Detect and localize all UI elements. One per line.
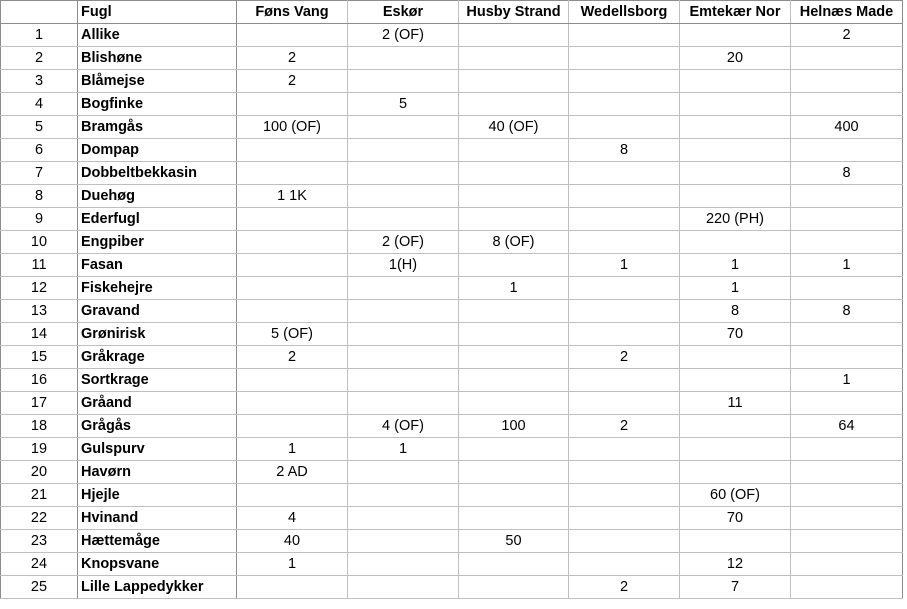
- cell-emtekaer-nor[interactable]: [680, 530, 791, 553]
- bird-name[interactable]: Blishøne: [78, 47, 237, 70]
- header-helnaes-made[interactable]: Helnæs Made: [791, 1, 903, 24]
- cell-wedellsborg[interactable]: 1: [569, 254, 680, 277]
- table-header: [1, 1, 903, 24]
- cell-wedellsborg[interactable]: [569, 461, 680, 484]
- cell-helnaes-made[interactable]: [791, 47, 903, 70]
- bird-name[interactable]: Gravand: [78, 300, 237, 323]
- bird-name[interactable]: Fiskehejre: [78, 277, 237, 300]
- cell-eskor[interactable]: [348, 346, 459, 369]
- cell-eskor[interactable]: 1(H): [348, 254, 459, 277]
- cell-emtekaer-nor[interactable]: 70: [680, 507, 791, 530]
- cell-helnaes-made[interactable]: 1: [791, 369, 903, 392]
- bird-name[interactable]: Havørn: [78, 461, 237, 484]
- cell-helnaes-made[interactable]: [791, 553, 903, 576]
- cell-husby-strand[interactable]: [459, 300, 569, 323]
- cell-fons-vang[interactable]: 2 AD: [237, 461, 348, 484]
- table-row: [1, 254, 903, 277]
- row-number[interactable]: 11: [1, 254, 78, 277]
- cell-emtekaer-nor[interactable]: 7: [680, 576, 791, 599]
- cell-husby-strand[interactable]: [459, 369, 569, 392]
- cell-helnaes-made[interactable]: [791, 208, 903, 231]
- cell-fons-vang[interactable]: 2: [237, 70, 348, 93]
- cell-fons-vang[interactable]: [237, 208, 348, 231]
- cell-emtekaer-nor[interactable]: [680, 346, 791, 369]
- cell-helnaes-made[interactable]: [791, 438, 903, 461]
- cell-wedellsborg[interactable]: [569, 300, 680, 323]
- table-row: [1, 185, 903, 208]
- row-number[interactable]: 16: [1, 369, 78, 392]
- cell-wedellsborg[interactable]: [569, 185, 680, 208]
- cell-wedellsborg[interactable]: 2: [569, 415, 680, 438]
- table-row: [1, 93, 903, 116]
- cell-wedellsborg[interactable]: 8: [569, 139, 680, 162]
- cell-fons-vang[interactable]: [237, 139, 348, 162]
- cell-fons-vang[interactable]: 1 1K: [237, 185, 348, 208]
- bird-name[interactable]: Engpiber: [78, 231, 237, 254]
- row-number[interactable]: 13: [1, 300, 78, 323]
- row-number[interactable]: 2: [1, 47, 78, 70]
- bird-name[interactable]: Gulspurv: [78, 438, 237, 461]
- cell-fons-vang[interactable]: [237, 300, 348, 323]
- row-number[interactable]: 22: [1, 507, 78, 530]
- cell-helnaes-made[interactable]: 400: [791, 116, 903, 139]
- row-number[interactable]: 10: [1, 231, 78, 254]
- cell-fons-vang[interactable]: [237, 162, 348, 185]
- cell-eskor[interactable]: [348, 484, 459, 507]
- bird-name[interactable]: Ederfugl: [78, 208, 237, 231]
- cell-wedellsborg[interactable]: [569, 231, 680, 254]
- cell-eskor[interactable]: [348, 139, 459, 162]
- cell-fons-vang[interactable]: [237, 484, 348, 507]
- cell-wedellsborg[interactable]: [569, 438, 680, 461]
- cell-emtekaer-nor[interactable]: [680, 231, 791, 254]
- cell-fons-vang[interactable]: 2: [237, 47, 348, 70]
- cell-eskor[interactable]: [348, 300, 459, 323]
- bird-name[interactable]: Hjejle: [78, 484, 237, 507]
- row-number[interactable]: 5: [1, 116, 78, 139]
- table-row: [1, 116, 903, 139]
- cell-emtekaer-nor[interactable]: [680, 139, 791, 162]
- cell-helnaes-made[interactable]: [791, 530, 903, 553]
- cell-husby-strand[interactable]: [459, 392, 569, 415]
- table-body: [1, 24, 903, 599]
- row-number[interactable]: 8: [1, 185, 78, 208]
- cell-fons-vang[interactable]: 5 (OF): [237, 323, 348, 346]
- cell-wedellsborg[interactable]: [569, 24, 680, 47]
- bird-name[interactable]: Dobbeltbekkasin: [78, 162, 237, 185]
- header-blank[interactable]: [1, 1, 78, 24]
- row-number[interactable]: 21: [1, 484, 78, 507]
- table-row: [1, 231, 903, 254]
- table-row: [1, 576, 903, 599]
- cell-fons-vang[interactable]: [237, 231, 348, 254]
- table-row: [1, 415, 903, 438]
- row-number[interactable]: 23: [1, 530, 78, 553]
- cell-husby-strand[interactable]: [459, 507, 569, 530]
- cell-eskor[interactable]: [348, 461, 459, 484]
- cell-eskor[interactable]: [348, 208, 459, 231]
- cell-fons-vang[interactable]: [237, 93, 348, 116]
- row-number[interactable]: 4: [1, 93, 78, 116]
- cell-helnaes-made[interactable]: [791, 185, 903, 208]
- bird-name[interactable]: Sortkrage: [78, 369, 237, 392]
- cell-eskor[interactable]: 1: [348, 438, 459, 461]
- cell-husby-strand[interactable]: [459, 162, 569, 185]
- table-row: [1, 530, 903, 553]
- cell-eskor[interactable]: 2 (OF): [348, 231, 459, 254]
- cell-fons-vang[interactable]: [237, 24, 348, 47]
- cell-fons-vang[interactable]: 40: [237, 530, 348, 553]
- cell-helnaes-made[interactable]: 8: [791, 162, 903, 185]
- cell-wedellsborg[interactable]: [569, 162, 680, 185]
- bird-name[interactable]: Dompap: [78, 139, 237, 162]
- row-number[interactable]: 1: [1, 24, 78, 47]
- cell-eskor[interactable]: [348, 507, 459, 530]
- cell-fons-vang[interactable]: 2: [237, 346, 348, 369]
- header-fons-vang[interactable]: Føns Vang: [237, 1, 348, 24]
- cell-emtekaer-nor[interactable]: 11: [680, 392, 791, 415]
- cell-emtekaer-nor[interactable]: 1: [680, 254, 791, 277]
- table-row: [1, 162, 903, 185]
- cell-fons-vang[interactable]: 4: [237, 507, 348, 530]
- row-number[interactable]: 12: [1, 277, 78, 300]
- cell-husby-strand[interactable]: 100: [459, 415, 569, 438]
- cell-husby-strand[interactable]: [459, 553, 569, 576]
- cell-helnaes-made[interactable]: [791, 484, 903, 507]
- cell-emtekaer-nor[interactable]: [680, 415, 791, 438]
- cell-fons-vang[interactable]: 1: [237, 553, 348, 576]
- cell-helnaes-made[interactable]: 2: [791, 24, 903, 47]
- cell-eskor[interactable]: [348, 530, 459, 553]
- table-row: [1, 392, 903, 415]
- cell-husby-strand[interactable]: [459, 461, 569, 484]
- row-number[interactable]: 6: [1, 139, 78, 162]
- cell-helnaes-made[interactable]: [791, 461, 903, 484]
- bird-name[interactable]: Duehøg: [78, 185, 237, 208]
- row-number[interactable]: 14: [1, 323, 78, 346]
- cell-eskor[interactable]: [348, 185, 459, 208]
- table-row: [1, 484, 903, 507]
- row-number[interactable]: 18: [1, 415, 78, 438]
- table-row: [1, 507, 903, 530]
- cell-husby-strand[interactable]: [459, 208, 569, 231]
- cell-husby-strand[interactable]: 8 (OF): [459, 231, 569, 254]
- row-number[interactable]: 24: [1, 553, 78, 576]
- cell-helnaes-made[interactable]: [791, 231, 903, 254]
- cell-emtekaer-nor[interactable]: 20: [680, 47, 791, 70]
- table-row: [1, 323, 903, 346]
- cell-eskor[interactable]: 5: [348, 93, 459, 116]
- row-number[interactable]: 17: [1, 392, 78, 415]
- row-number[interactable]: 25: [1, 576, 78, 599]
- cell-emtekaer-nor[interactable]: [680, 162, 791, 185]
- cell-wedellsborg[interactable]: [569, 507, 680, 530]
- cell-eskor[interactable]: [348, 162, 459, 185]
- cell-emtekaer-nor[interactable]: [680, 93, 791, 116]
- header-row: [1, 1, 903, 24]
- cell-emtekaer-nor[interactable]: 12: [680, 553, 791, 576]
- cell-wedellsborg[interactable]: [569, 530, 680, 553]
- cell-helnaes-made[interactable]: [791, 323, 903, 346]
- cell-fons-vang[interactable]: [237, 369, 348, 392]
- cell-husby-strand[interactable]: 1: [459, 277, 569, 300]
- cell-husby-strand[interactable]: [459, 346, 569, 369]
- bird-name[interactable]: Gråkrage: [78, 346, 237, 369]
- cell-wedellsborg[interactable]: 2: [569, 576, 680, 599]
- cell-eskor[interactable]: [348, 576, 459, 599]
- cell-husby-strand[interactable]: [459, 185, 569, 208]
- cell-wedellsborg[interactable]: [569, 369, 680, 392]
- cell-wedellsborg[interactable]: [569, 93, 680, 116]
- cell-eskor[interactable]: [348, 553, 459, 576]
- cell-fons-vang[interactable]: 1: [237, 438, 348, 461]
- bird-name[interactable]: Grønirisk: [78, 323, 237, 346]
- table-row: [1, 346, 903, 369]
- cell-husby-strand[interactable]: [459, 576, 569, 599]
- cell-husby-strand[interactable]: [459, 139, 569, 162]
- cell-emtekaer-nor[interactable]: [680, 461, 791, 484]
- bird-name[interactable]: Knopsvane: [78, 553, 237, 576]
- header-emtekaer-nor[interactable]: Emtekær Nor: [680, 1, 791, 24]
- bird-name[interactable]: Hvinand: [78, 507, 237, 530]
- header-fugl[interactable]: Fugl: [78, 1, 237, 24]
- bird-name[interactable]: Bogfinke: [78, 93, 237, 116]
- row-number[interactable]: 3: [1, 70, 78, 93]
- cell-wedellsborg[interactable]: [569, 277, 680, 300]
- cell-helnaes-made[interactable]: [791, 139, 903, 162]
- cell-wedellsborg[interactable]: 2: [569, 346, 680, 369]
- header-eskor[interactable]: Eskør: [348, 1, 459, 24]
- cell-wedellsborg[interactable]: [569, 47, 680, 70]
- cell-helnaes-made[interactable]: 8: [791, 300, 903, 323]
- cell-helnaes-made[interactable]: [791, 392, 903, 415]
- table-row: [1, 208, 903, 231]
- cell-husby-strand[interactable]: [459, 24, 569, 47]
- cell-husby-strand[interactable]: [459, 93, 569, 116]
- table-row: [1, 438, 903, 461]
- cell-emtekaer-nor[interactable]: 220 (PH): [680, 208, 791, 231]
- cell-helnaes-made[interactable]: [791, 70, 903, 93]
- cell-eskor[interactable]: [348, 392, 459, 415]
- cell-emtekaer-nor[interactable]: [680, 24, 791, 47]
- cell-wedellsborg[interactable]: [569, 208, 680, 231]
- cell-helnaes-made[interactable]: 1: [791, 254, 903, 277]
- cell-helnaes-made[interactable]: 64: [791, 415, 903, 438]
- cell-eskor[interactable]: [348, 277, 459, 300]
- cell-emtekaer-nor[interactable]: 1: [680, 277, 791, 300]
- cell-wedellsborg[interactable]: [569, 553, 680, 576]
- cell-helnaes-made[interactable]: [791, 507, 903, 530]
- header-husby-strand[interactable]: Husby Strand: [459, 1, 569, 24]
- cell-wedellsborg[interactable]: [569, 116, 680, 139]
- table-row: [1, 369, 903, 392]
- cell-wedellsborg[interactable]: [569, 392, 680, 415]
- cell-fons-vang[interactable]: [237, 415, 348, 438]
- cell-helnaes-made[interactable]: [791, 576, 903, 599]
- cell-fons-vang[interactable]: [237, 277, 348, 300]
- bird-name[interactable]: Fasan: [78, 254, 237, 277]
- cell-wedellsborg[interactable]: [569, 484, 680, 507]
- cell-helnaes-made[interactable]: [791, 93, 903, 116]
- cell-emtekaer-nor[interactable]: [680, 116, 791, 139]
- cell-husby-strand[interactable]: [459, 484, 569, 507]
- cell-fons-vang[interactable]: [237, 392, 348, 415]
- cell-husby-strand[interactable]: [459, 47, 569, 70]
- table-row: [1, 461, 903, 484]
- cell-wedellsborg[interactable]: [569, 323, 680, 346]
- cell-husby-strand[interactable]: 50: [459, 530, 569, 553]
- table-row: [1, 139, 903, 162]
- bird-name[interactable]: Gråand: [78, 392, 237, 415]
- cell-emtekaer-nor[interactable]: [680, 369, 791, 392]
- cell-wedellsborg[interactable]: [569, 70, 680, 93]
- cell-eskor[interactable]: [348, 116, 459, 139]
- header-wedellsborg[interactable]: Wedellsborg: [569, 1, 680, 24]
- row-number[interactable]: 19: [1, 438, 78, 461]
- cell-fons-vang[interactable]: [237, 576, 348, 599]
- cell-fons-vang[interactable]: 100 (OF): [237, 116, 348, 139]
- row-number[interactable]: 7: [1, 162, 78, 185]
- table-row: [1, 300, 903, 323]
- bird-name[interactable]: Lille Lappedykker: [78, 576, 237, 599]
- cell-helnaes-made[interactable]: [791, 277, 903, 300]
- cell-eskor[interactable]: [348, 70, 459, 93]
- cell-emtekaer-nor[interactable]: [680, 185, 791, 208]
- bird-name[interactable]: Bramgås: [78, 116, 237, 139]
- cell-eskor[interactable]: 4 (OF): [348, 415, 459, 438]
- cell-emtekaer-nor[interactable]: 70: [680, 323, 791, 346]
- cell-husby-strand[interactable]: [459, 323, 569, 346]
- cell-eskor[interactable]: [348, 369, 459, 392]
- table-row: [1, 24, 903, 47]
- cell-emtekaer-nor[interactable]: [680, 438, 791, 461]
- bird-name[interactable]: Hættemåge: [78, 530, 237, 553]
- row-number[interactable]: 9: [1, 208, 78, 231]
- row-number[interactable]: 15: [1, 346, 78, 369]
- cell-emtekaer-nor[interactable]: [680, 70, 791, 93]
- cell-husby-strand[interactable]: 40 (OF): [459, 116, 569, 139]
- cell-husby-strand[interactable]: [459, 254, 569, 277]
- table-row: [1, 553, 903, 576]
- cell-eskor[interactable]: [348, 323, 459, 346]
- cell-eskor[interactable]: [348, 47, 459, 70]
- cell-helnaes-made[interactable]: [791, 346, 903, 369]
- bird-name[interactable]: Allike: [78, 24, 237, 47]
- cell-emtekaer-nor[interactable]: 8: [680, 300, 791, 323]
- cell-emtekaer-nor[interactable]: 60 (OF): [680, 484, 791, 507]
- row-number[interactable]: 20: [1, 461, 78, 484]
- table-row: [1, 277, 903, 300]
- bird-name[interactable]: Grågås: [78, 415, 237, 438]
- table-row: [1, 47, 903, 70]
- cell-fons-vang[interactable]: [237, 254, 348, 277]
- cell-husby-strand[interactable]: [459, 438, 569, 461]
- cell-eskor[interactable]: 2 (OF): [348, 24, 459, 47]
- table-row: [1, 70, 903, 93]
- cell-husby-strand[interactable]: [459, 70, 569, 93]
- bird-name[interactable]: Blåmejse: [78, 70, 237, 93]
